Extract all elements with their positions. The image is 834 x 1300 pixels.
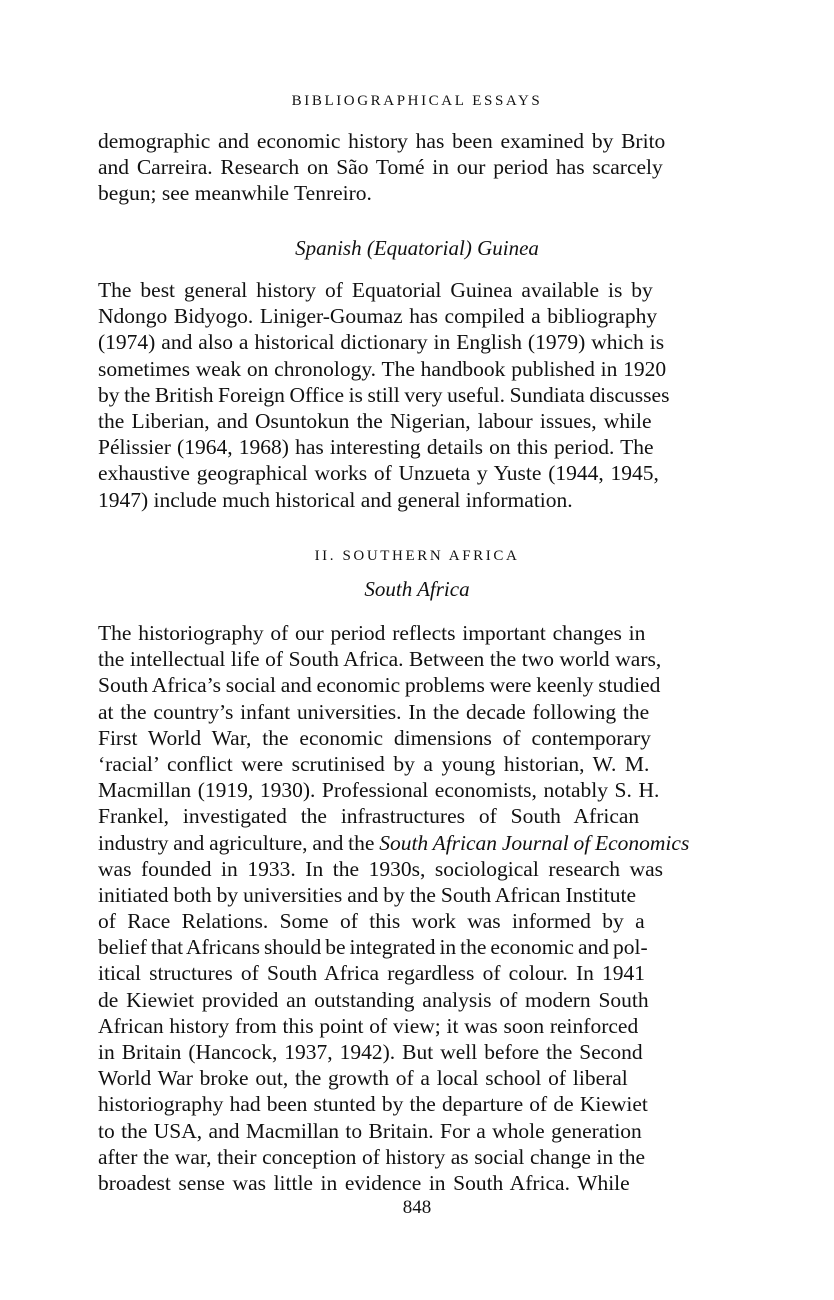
text-line: South Africa’s social and economic problems were keenly studied: [98, 673, 661, 698]
text-line: First World War, the economic dimensions of contemporary: [98, 725, 651, 750]
text-line: in Britain (Hancock, 1937, 1942). But well before the Second: [98, 1040, 643, 1064]
text-fragment: industry and agriculture, and the: [98, 830, 380, 855]
text-line: to the USA, and Macmillan to Britain. For a whole generation: [98, 1118, 642, 1143]
text-line: the Liberian, and Osuntokun the Nigerian, labour issues, while: [98, 408, 652, 433]
text-line: by the British Foreign Office is still very useful. Sundiata discusses: [98, 382, 670, 407]
text-line: itical structures of South Africa regardless of colour. In 1941: [98, 961, 646, 986]
text-line: demographic and economic history has been examined by Brito: [98, 129, 666, 153]
text-line: the intellectual life of South Africa. Between the two world wars,: [98, 647, 662, 672]
text-line: [98, 830, 738, 856]
text-line: belief that Africans should be integrated in the economic and pol-: [98, 935, 648, 960]
subsection-heading-spanish-guinea: Spanish (Equatorial) Guinea: [295, 236, 539, 260]
text-line: Macmillan (1919, 1930). Professional economists, notably S. H.: [98, 778, 660, 803]
text-line: World War broke out, the growth of a local school of liberal: [98, 1066, 628, 1091]
text-line: The best general history of Equatorial Guinea available is by: [98, 278, 653, 302]
text-line: begun; see meanwhile Tenreiro.: [98, 181, 372, 206]
text-line: The historiography of our period reflects important changes in: [98, 621, 646, 645]
text-line: Pélissier (1964, 1968) has interesting details on this period. The: [98, 435, 654, 460]
text-line: de Kiewiet provided an outstanding analysis of modern South: [98, 987, 649, 1012]
page-number: 848: [402, 1197, 432, 1218]
text-line: Frankel, investigated the infrastructures of South African: [98, 804, 640, 829]
intro-paragraph: [98, 128, 738, 207]
section-heading-southern-africa: II. SOUTHERN AFRICA: [314, 548, 520, 564]
text-line: African history from this point of view; it was soon reinforced: [98, 1013, 639, 1038]
text-line: sometimes weak on chronology. The handbook published in 1920: [98, 356, 667, 381]
text-line: 1947) include much historical and general information.: [98, 487, 573, 512]
text-line: after the war, their conception of history as social change in the: [98, 1144, 645, 1169]
spanish-guinea-paragraph: [98, 277, 738, 513]
text-line: and Carreira. Research on São Tomé in our period has scarcely: [98, 155, 663, 180]
text-line: initiated both by universities and by the South African Institute: [98, 882, 636, 907]
text-line: broadest sense was little in evidence in South Africa. While: [98, 1170, 630, 1195]
running-head: BIBLIOGRAPHICAL ESSAYS: [291, 93, 543, 109]
text-line: was founded in 1933. In the 1930s, sociological research was: [98, 856, 664, 881]
subsection-heading-south-africa: South Africa: [364, 577, 470, 601]
south-africa-paragraph: [98, 620, 738, 1196]
text-line: at the country’s infant universities. In the decade following the: [98, 699, 650, 724]
text-line: exhaustive geographical works of Unzueta y Yuste (1944, 1945,: [98, 461, 659, 486]
text-line: Ndongo Bidyogo. Liniger-Goumaz has compiled a bibliography: [98, 304, 658, 329]
text-line: (1974) and also a historical dictionary in English (1979) which is: [98, 330, 665, 355]
text-line: ‘racial’ conflict were scrutinised by a young historian, W. M.: [98, 751, 650, 776]
journal-title: South African Journal of Economics: [379, 830, 690, 855]
text-line: of Race Relations. Some of this work was informed by a: [98, 909, 645, 934]
text-line: historiography had been stunted by the departure of de Kiewiet: [98, 1092, 648, 1117]
